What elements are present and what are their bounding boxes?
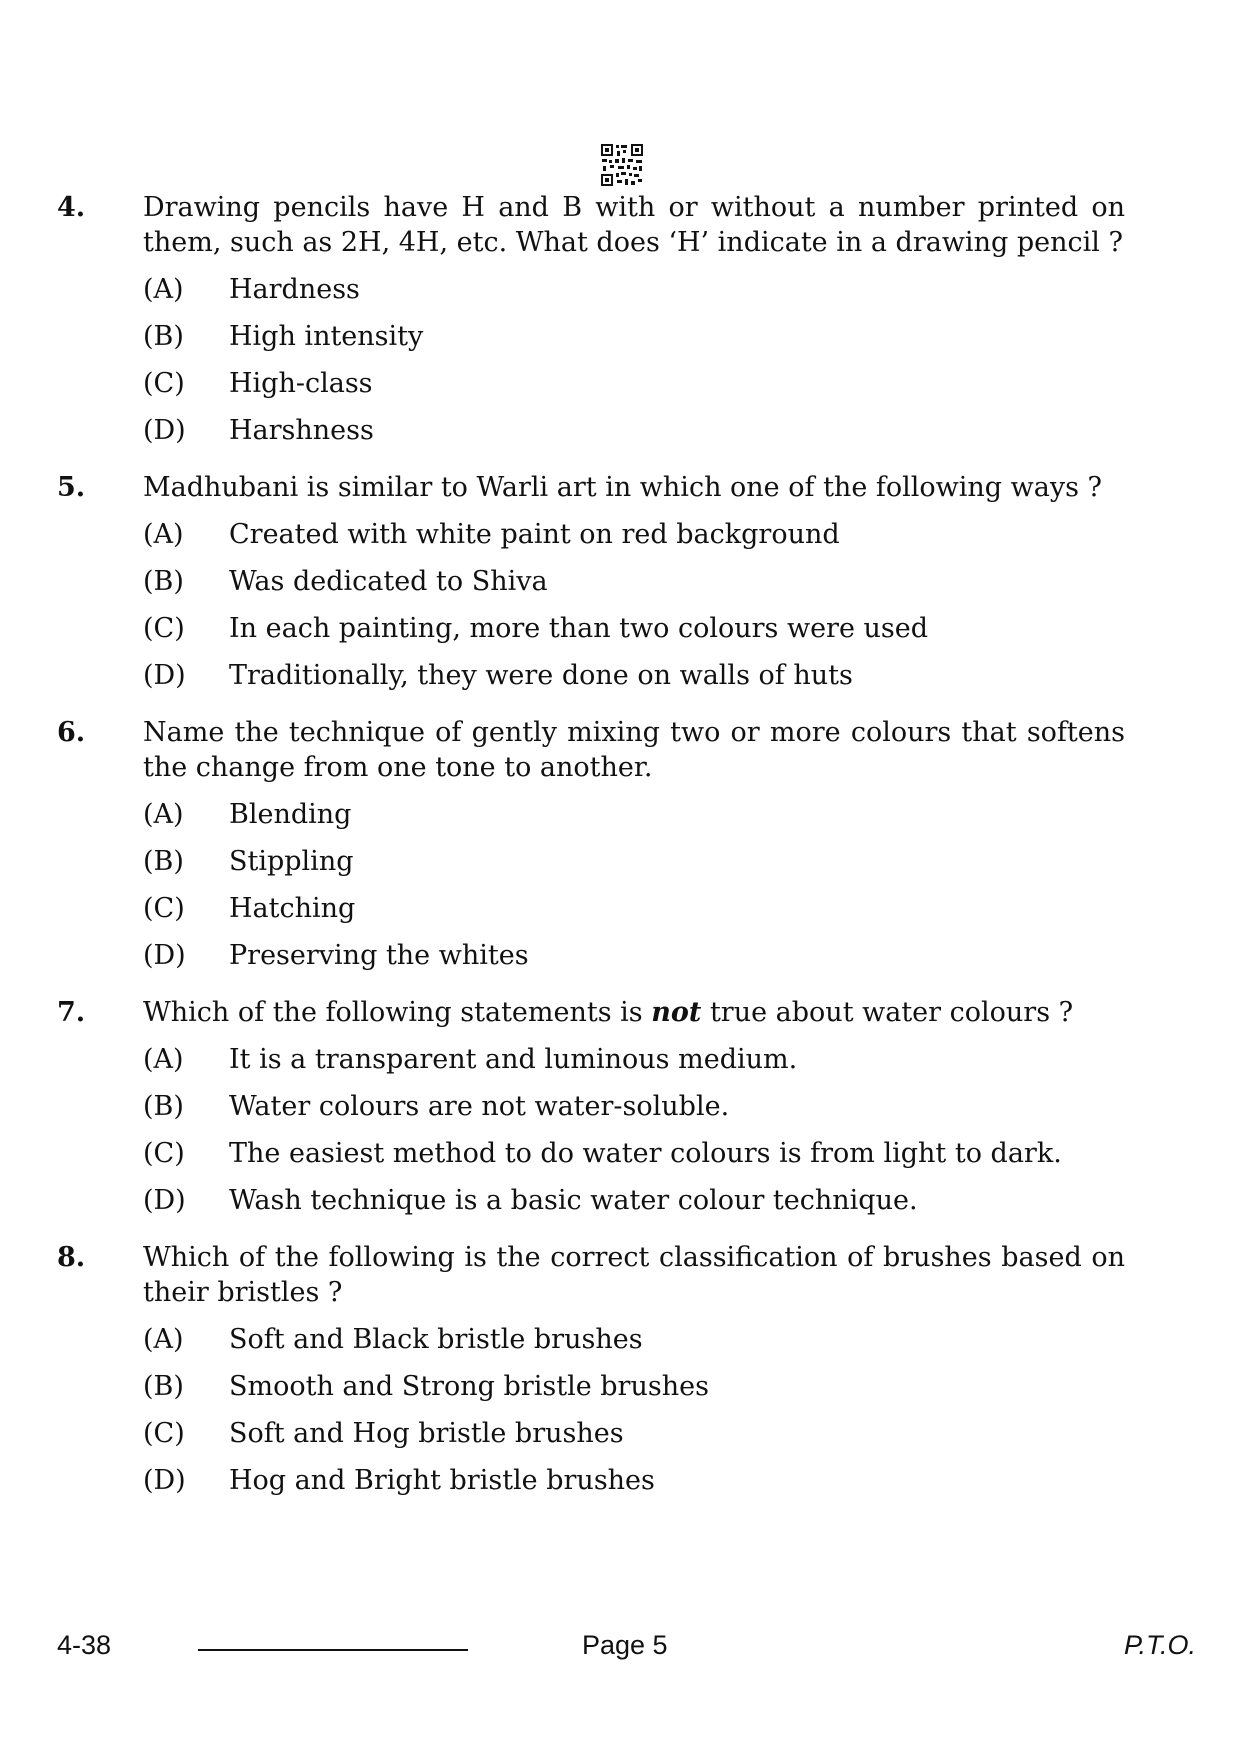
question-text <box>143 715 1125 785</box>
option-item <box>143 1369 1125 1404</box>
question-text-part: Which of the following is the correct classification of brushes based on their bristles ? <box>143 1242 1125 1308</box>
option-label: (D) <box>143 660 186 691</box>
question-number: 8. <box>57 1242 86 1273</box>
option-label: (C) <box>143 613 185 644</box>
question-text <box>143 190 1125 260</box>
option-text: Blending <box>229 799 352 830</box>
option-label: (C) <box>143 1418 185 1449</box>
option-item <box>143 1183 1125 1218</box>
question-list <box>57 190 1125 1520</box>
option-item <box>143 413 1125 448</box>
option-item <box>143 366 1125 401</box>
option-item <box>143 1089 1125 1124</box>
question-emphasis: not <box>651 997 702 1028</box>
option-label: (D) <box>143 1465 186 1496</box>
option-text: Was dedicated to Shiva <box>229 566 548 597</box>
option-label: (A) <box>143 274 184 305</box>
question-block <box>57 190 1125 448</box>
option-text: Hatching <box>229 893 356 924</box>
question-text-part: Madhubani is similar to Warli art in which one of the following ways ? <box>143 472 1103 503</box>
option-text: High-class <box>229 368 373 399</box>
option-label: (B) <box>143 321 184 352</box>
question-text <box>143 470 1125 505</box>
option-item <box>143 564 1125 599</box>
question-text <box>143 1240 1125 1310</box>
option-text: In each painting, more than two colours were used <box>229 613 929 644</box>
option-label: (C) <box>143 893 185 924</box>
option-text: Traditionally, they were done on walls of huts <box>229 660 853 691</box>
option-item <box>143 1136 1125 1171</box>
question-number: 6. <box>57 717 86 748</box>
option-text: Hog and Bright bristle brushes <box>229 1465 655 1496</box>
option-label: (B) <box>143 566 184 597</box>
option-item <box>143 319 1125 354</box>
qr-code-icon <box>600 143 644 187</box>
please-turn-over: P.T.O. <box>1123 1630 1196 1660</box>
option-list <box>143 517 1125 693</box>
page-footer <box>0 1630 1241 1670</box>
option-text: Water colours are not water-soluble. <box>229 1091 730 1122</box>
option-item <box>143 1042 1125 1077</box>
option-label: (B) <box>143 846 184 877</box>
option-label: (C) <box>143 1138 185 1169</box>
option-list <box>143 272 1125 448</box>
question-text-part: true about water colours ? <box>701 997 1074 1028</box>
option-text: Created with white paint on red background <box>229 519 840 550</box>
option-list <box>143 1322 1125 1498</box>
option-label: (B) <box>143 1371 184 1402</box>
option-item <box>143 891 1125 926</box>
option-label: (A) <box>143 799 184 830</box>
question-number: 4. <box>57 192 86 223</box>
paper-code: 4-38 <box>57 1630 112 1660</box>
page-number: Page 5 <box>582 1630 668 1660</box>
question-text-part: Drawing pencils have H and B with or without a number printed on them, such as 2H, 4H, etc. What does ‘H’ indicate in a drawing pencil ? <box>143 192 1125 258</box>
option-item <box>143 517 1125 552</box>
option-text: It is a transparent and luminous medium. <box>229 1044 798 1075</box>
option-list <box>143 797 1125 973</box>
question-block <box>57 1240 1125 1498</box>
option-label: (B) <box>143 1091 184 1122</box>
option-item <box>143 1416 1125 1451</box>
option-text: Soft and Hog bristle brushes <box>229 1418 624 1449</box>
question-block <box>57 470 1125 693</box>
option-item <box>143 938 1125 973</box>
question-text-part: Name the technique of gently mixing two or more colours that softens the change from one tone to another. <box>143 717 1125 783</box>
option-item <box>143 797 1125 832</box>
option-label: (D) <box>143 1185 186 1216</box>
option-item <box>143 611 1125 646</box>
option-text: Wash technique is a basic water colour technique. <box>229 1185 918 1216</box>
option-item <box>143 844 1125 879</box>
option-label: (A) <box>143 1044 184 1075</box>
option-text: Soft and Black bristle brushes <box>229 1324 643 1355</box>
question-block <box>57 715 1125 973</box>
option-label: (D) <box>143 940 186 971</box>
option-list <box>143 1042 1125 1218</box>
option-item <box>143 658 1125 693</box>
option-label: (C) <box>143 368 185 399</box>
option-text: Harshness <box>229 415 374 446</box>
option-text: Preserving the whites <box>229 940 529 971</box>
question-block <box>57 995 1125 1218</box>
option-text: High intensity <box>229 321 424 352</box>
option-item <box>143 272 1125 307</box>
option-text: Hardness <box>229 274 360 305</box>
option-text: Stippling <box>229 846 354 877</box>
question-number: 7. <box>57 997 86 1028</box>
question-number: 5. <box>57 472 86 503</box>
option-label: (D) <box>143 415 186 446</box>
option-label: (A) <box>143 519 184 550</box>
option-text: The easiest method to do water colours is from light to dark. <box>229 1138 1062 1169</box>
option-text: Smooth and Strong bristle brushes <box>229 1371 709 1402</box>
footer-divider <box>198 1649 468 1651</box>
question-text <box>143 995 1125 1030</box>
option-label: (A) <box>143 1324 184 1355</box>
question-text-part: Which of the following statements is <box>143 997 652 1028</box>
option-item <box>143 1322 1125 1357</box>
option-item <box>143 1463 1125 1498</box>
